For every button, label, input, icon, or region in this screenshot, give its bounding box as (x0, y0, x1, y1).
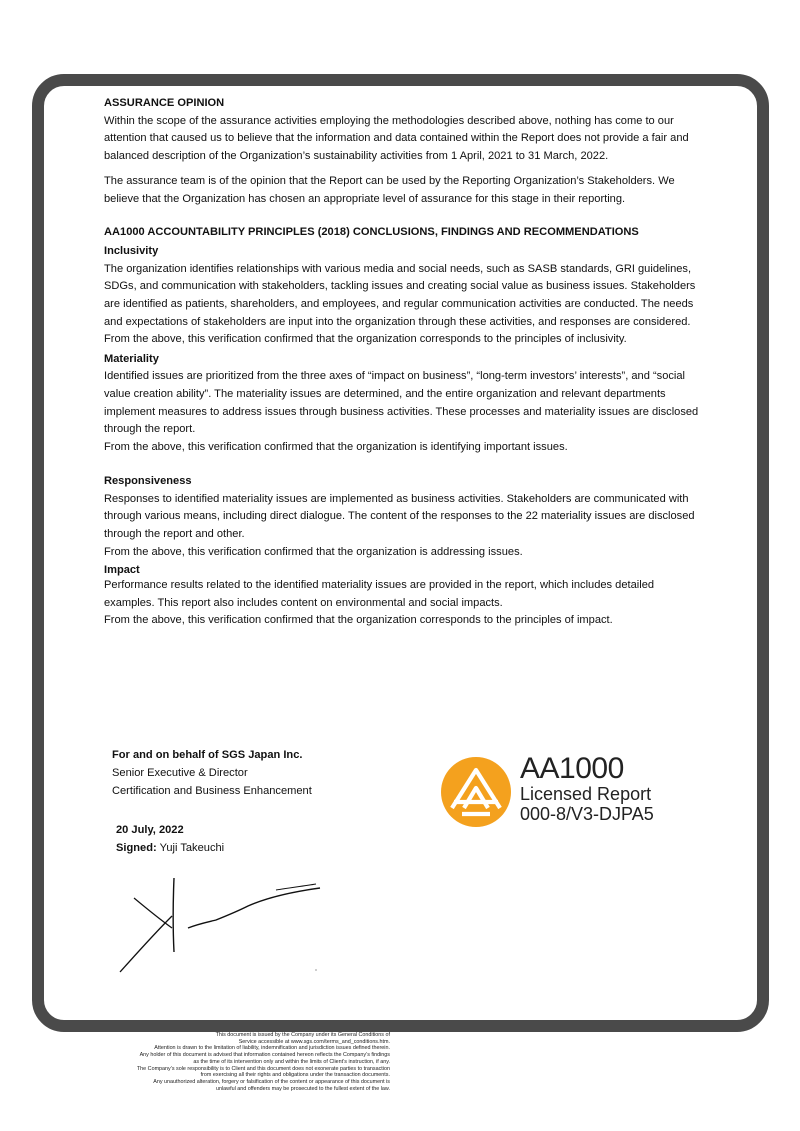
footer-line: The Company’s sole responsibility is to Client and this document does not exonerate parties to transaction (136, 1065, 390, 1072)
materiality-body: Identified issues are prioritized from the three axes of “impact on business”, “long-term investors’ interests”, and “social value creation ability”. The materiality issues are determined, and the entire organization and relevant departments implement measures to address issues through business activities. These processes and materiality issues are disclosed through the report. (104, 370, 699, 436)
footer-line: Service accessible at www.sgs.com/terms_and_conditions.htm. (238, 1038, 390, 1045)
inclusivity-conclusion: From the above, this verification confirmed that the organization corresponds to the principles of inclusivity. (104, 333, 627, 346)
signature-date: 20 July, 2022 (116, 824, 184, 836)
aa1000-badge-icon (440, 756, 512, 828)
signed-name: Yuji Takeuchi (159, 842, 225, 854)
footer-line: Any unauthorized alteration, forgery or falsification of the content or appearance of this document is (153, 1078, 390, 1085)
signatory-role-2: Certification and Business Enhancement (112, 785, 312, 797)
principles-heading: AA1000 ACCOUNTABILITY PRINCIPLES (2018) CONCLUSIONS, FINDINGS AND RECOMMENDATIONS (104, 225, 639, 238)
footer-line: as the time of its intervention only and within the limits of Client’s instruction, if any. (193, 1058, 390, 1065)
signature-date-block (116, 821, 224, 857)
footer-line: unlawful and offenders may be prosecuted to the fullest extent of the law. (215, 1085, 390, 1092)
assurance-paragraph-1: Within the scope of the assurance activities employing the methodologies described above, nothing has come to our attention that caused us to believe that the information and data contained within the Report does not provide a fair and balanced description of the Organization’s sustainability activities from 1 April, 2021 to 31 March, 2022. (104, 114, 689, 162)
footer-line: Any holder of this document is advised that information contained hereon reflects the Company’s findings (139, 1052, 390, 1059)
impact-conclusion: From the above, this verification confirmed that the organization corresponds to the principles of impact. (104, 614, 613, 627)
footer-line: from exercising all their rights and obligations under the transaction documents. (200, 1072, 390, 1079)
impact-title: Impact (104, 564, 140, 577)
on-behalf-line: For and on behalf of SGS Japan Inc. (112, 749, 303, 761)
footer-line: Attention is drawn to the limitation of liability, indemnification and jurisdiction issues defined therein. (154, 1045, 390, 1052)
responsiveness-conclusion: From the above, this verification confirmed that the organization is addressing issues. (104, 545, 523, 558)
report-body (104, 95, 704, 630)
logo-title: AA1000 (520, 752, 624, 785)
inclusivity-title: Inclusivity (104, 245, 159, 258)
legal-footer (60, 1032, 390, 1092)
signed-label: Signed: (116, 842, 157, 854)
materiality-conclusion: From the above, this verification confirmed that the organization is identifying important issues. (104, 440, 568, 453)
assurance-opinion-heading: ASSURANCE OPINION (104, 97, 225, 109)
footer-line: This document is issued by the Company under its General Conditions of (215, 1032, 390, 1038)
logo-license-number: 000-8/V3-DJPA5 (520, 804, 654, 824)
assurance-paragraph-2: The assurance team is of the opinion that the Report can be used by the Reporting Organization’s Stakeholders. We believe that the Organization has chosen an appropriate level of assurance for this stage in their reporting. (104, 175, 675, 205)
signed-line (116, 839, 224, 857)
responsiveness-title: Responsiveness (104, 475, 192, 488)
logo-licensed-report: Licensed Report (520, 784, 652, 804)
materiality-title: Materiality (104, 352, 159, 365)
signatory-role-1: Senior Executive & Director (112, 767, 248, 779)
responsiveness-body: Responses to identified materiality issues are implemented as business activities. Stakeholders are communicated with through various means, including direct dialogue. The content of the responses to the 22 materiality issues are disclosed through the report and other. (104, 492, 695, 541)
aa1000-licensed-report-logo (440, 754, 740, 834)
impact-body: Performance results related to the identified materiality issues are provided in the report, which includes detailed examples. This report also includes content on environmental and social impacts. (104, 579, 655, 609)
signatory-block (112, 746, 312, 800)
inclusivity-body: The organization identifies relationships with various media and social needs, such as SASB standards, GRI guidelines, SDGs, and communication with stakeholders, tackling issues and creating social value as business issues. Stakeholders are identified as patients, shareholders, and employees, and regular communication activities are conducted. The needs and expectations of stakeholders are input into the organization through these activities, and responses are considered. (104, 262, 696, 328)
handwritten-signature (116, 872, 326, 977)
